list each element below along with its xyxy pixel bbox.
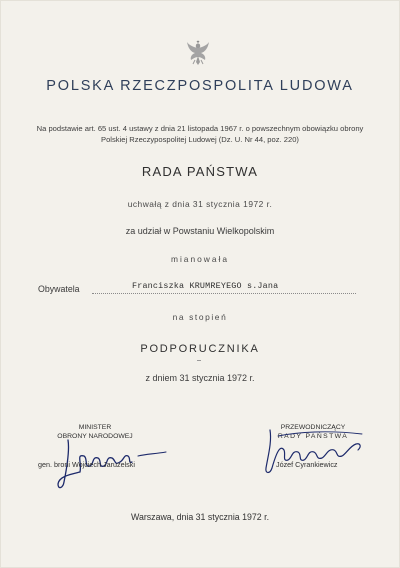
citizen-name: Franciszka KRUMREYEGO s.Jana	[132, 281, 279, 291]
chairman-name: Józef Cyrankiewicz	[276, 460, 338, 469]
chairman-title-line1: PRZEWODNICZĄCY	[280, 424, 346, 431]
citizen-label: Obywatela	[38, 284, 80, 294]
place-and-date: Warszawa, dnia 31 stycznia 1972 r.	[130, 512, 270, 522]
chairman-signature	[258, 424, 378, 480]
resolution-date-text: uchwałą z dnia 31 stycznia 1972 r.	[127, 199, 273, 209]
rank-label: na stopień	[172, 312, 228, 322]
minister-name: gen. broni Wojciech Jaruzelski	[38, 460, 135, 469]
legal-basis-text: Na podstawie art. 65 ust. 4 ustawy z dnia 21 listopada 1967 r. o powszechnym obowiązku obrony Polskiej Rzeczypospolitej Ludowej (Dz. U. Nr 44, poz. 220)	[36, 124, 364, 144]
effective-date-text: z dniem 31 stycznia 1972 r.	[145, 373, 255, 383]
council-heading: RADA PAŃSTWA	[141, 164, 259, 179]
award-reason-text: za udział w Powstaniu Wielkopolskim	[125, 226, 275, 236]
chairman-title-line2: RADY PAŃSTWA	[277, 433, 349, 440]
divider-tick	[197, 360, 201, 361]
rank-title: PODPORUCZNIKA	[140, 343, 260, 355]
eagle-emblem-icon	[186, 40, 210, 66]
citizen-dotted-line	[92, 293, 356, 294]
republic-heading: POLSKA RZECZPOSPOLITA LUDOWA	[46, 78, 354, 94]
appointed-text: mianowała	[170, 254, 230, 264]
minister-title-line2: OBRONY NARODOWEJ	[57, 433, 133, 440]
minister-title-line1: MINISTER	[78, 424, 112, 431]
